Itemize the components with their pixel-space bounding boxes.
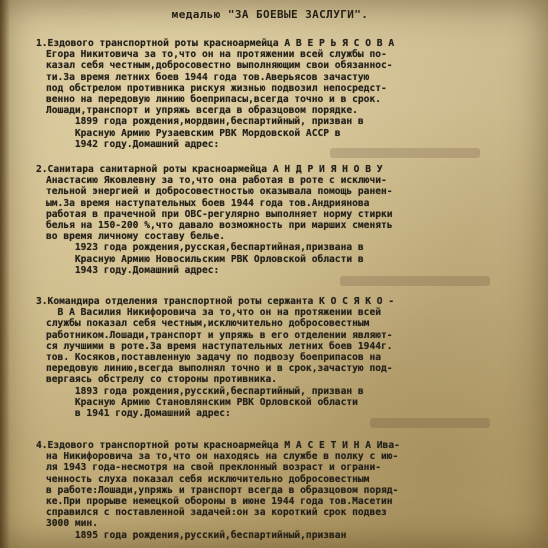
entry-2-line: 1923 года рождения,русская,беспартийная,призвана в	[46, 242, 364, 254]
entry-1-line: казал себя честным,добросовестно выполняющим свои обязаннос-	[46, 60, 393, 72]
entry-4-line: ченность слуха показал себя исключительно добросовестным	[46, 473, 370, 485]
redacted-address-3	[370, 418, 490, 428]
page-edge-shadow	[0, 0, 10, 548]
entry-4-line: 1895 года рождения,русский,беспартийный,призван	[46, 529, 347, 541]
entry-4-line: справился с поставленной задачей:он за короткий срок подвез	[46, 507, 387, 519]
entry-3-line: тов. Косяков,поставленную задачу по подвозу боеприпасов на	[46, 352, 382, 363]
entry-4-line: 4.Ездового транспортной роты красноармейца М А С Е Т И Н А Ива-	[36, 440, 400, 451]
document-heading: медалью "ЗА БОЕВЫЕ ЗАСЛУГИ".	[171, 8, 369, 21]
entry-3-line: ся лучшими в роте.За время наступательных летних боев 1944г.	[46, 340, 393, 352]
entry-4-line: в работе:Лошади,упряжь и транспорт всегда в образцовом поряд-	[46, 484, 399, 496]
entry-1-line: ти.За время летних боев 1944 года тов.Аверьясов зачастую	[46, 71, 370, 83]
entry-2-line: белья на 150-200 %,что давало возможность при марших сменять	[46, 220, 393, 231]
entry-1-line: венно на передовую линию боеприпасы,всегда точно и в срок.	[46, 94, 382, 105]
entry-1-line: Красную Армию Рузаевским РВК Мордовской АССР в	[46, 127, 341, 139]
entry-3-line: 1893 года рождения,русский,беспартийный, призван в	[46, 385, 364, 397]
entry-2-line: Анастасию Яковлевну за то,что она работая в роте с исключи-	[46, 175, 387, 187]
entry-3-line: в 1941 году.Домашний адрес:	[46, 408, 231, 419]
entry-4-line: ля 1943 года-несмотря на свой преклонный возраст и ограни-	[46, 462, 382, 474]
entry-2-line: ым.За время наступательных боев 1944 года тов.Андриянова	[46, 197, 370, 209]
entry-1-line: Лошади,транспорт и упряжь всегда в образцовом порядке.	[46, 105, 358, 117]
entry-3-line: вергаясь обстрелу со стороны противника.	[46, 374, 278, 386]
entry-2-line: 1943 году.Домашний адрес:	[46, 264, 220, 276]
entry-2-line: во время личному составу белье.	[46, 231, 226, 243]
entry-1-line: Егора Никитовича за то,что он на протяжении всей службы по-	[46, 49, 387, 61]
entry-2-line: 2.Санитара санитарной роты красноармейца А Н Д Р И Я Н О В У	[36, 164, 383, 175]
entry-3-line: передовую линию,всегда выполнял точно и в срок,зачастую под-	[46, 363, 393, 375]
entry-4-line: 3000 мин.	[46, 518, 98, 530]
entry-4-line: ке.При прорыве немецкой обороны в июне 1944 года тов.Масетин	[46, 496, 393, 507]
entry-3-line: Красную Армию Становлянским РВК Орловской области	[46, 396, 358, 408]
entry-2-line: работая в прачечной при ОВС-регулярно выполняет норму стирки	[46, 208, 393, 220]
entry-3-line: 3.Командира отделения транспортной роты сержанта К О С Я К О -	[36, 296, 395, 307]
entry-2-line: Красную Армию Новосильским РВК Орловской области в	[46, 253, 364, 265]
entry-4-line: на Никифоровича за то,что он находясь на службе в полку с ию-	[46, 451, 399, 463]
entry-1-line: 1942 году.Домашний адрес:	[46, 138, 220, 150]
entry-3-line: службы показал себя честным,исключительно добросовестным	[46, 318, 370, 330]
entry-2-line: тельной энергией и добросовестностью оказывала помощь ранен-	[46, 186, 393, 198]
entry-3-line: работником.Лошади,транспорт и упряжь в его отделении являют-	[46, 329, 393, 341]
redacted-address-2	[340, 276, 490, 286]
redacted-address-1	[330, 148, 480, 158]
entry-3-line: В А Василия Никифоровича за то,что он на протяжении всей	[46, 307, 382, 319]
entry-1-line: 1.Ездового транспортной роты красноармейца А В Е Р Ь Я С О В А	[36, 38, 395, 49]
entry-1-line: под обстрелом противника рискуя жизнью подвозил непосредст-	[46, 82, 387, 94]
entry-1-line: 1899 года рождения,мордвин,беспартийный, призван в	[46, 116, 364, 128]
